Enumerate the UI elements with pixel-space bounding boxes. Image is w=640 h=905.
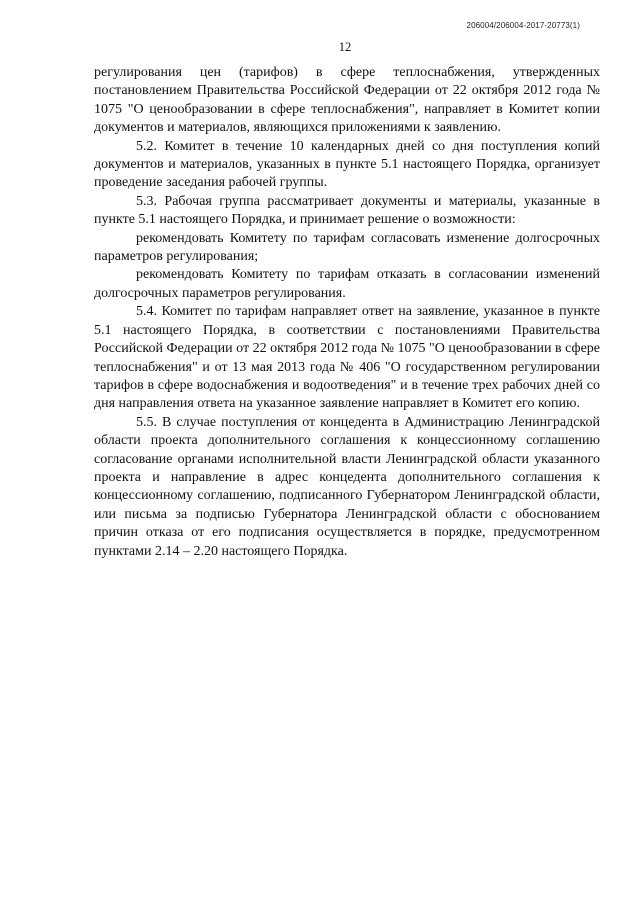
document-code: 206004/206004-2017-20773(1) (466, 21, 580, 30)
paragraph-5-4: 5.4. Комитет по тарифам направляет ответ на заявление, указанное в пункте 5.1 настоящего Порядка, в соответствии с постановлениями Правительства Российской Федерации от 22 октября 2012 года № 1075 "О ценообразовании в сфере теплоснабжения" и от 13 мая 2013 года № 406 "О государственном регулировании тарифов в сфере водоснабжения и водоотведения" и в течение трех рабочих дней со дня направления ответа на указанное заявление направляет в Комитет его копию. (94, 304, 600, 412)
document-body (94, 64, 600, 561)
paragraph-5-3: 5.3. Рабочая группа рассматривает документы и материалы, указанные в пункте 5.1 настоящего Порядка, и принимает решение о возможности: (94, 193, 600, 228)
page-number: 12 (338, 40, 352, 54)
paragraph-5-2: 5.2. Комитет в течение 10 календарных дней со дня поступления копий документов и материалов, указанных в пункте 5.1 настоящего Порядка, организует проведение заседания рабочей группы. (94, 138, 600, 191)
option-refuse: рекомендовать Комитету по тарифам отказать в согласовании изменений долгосрочных параметров регулирования. (94, 267, 600, 301)
option-approve: рекомендовать Комитету по тарифам согласовать изменение долгосрочных параметров регулирования; (94, 230, 600, 265)
paragraph-5-5: 5.5. В случае поступления от концедента в Администрацию Ленинградской области проекта дополнительного соглашения к концессионному соглашению согласование органами исполнительной власти Ленинградской области указанного проекта и направление в адрес концедента дополнительного соглашения к концессионному соглашению, подписанного Губернатором Ленинградской области, или письма за подписью Губернатора Ленинградской области с обоснованием причин отказа от его подписания осуществляется в порядке, предусмотренном пунктами 2.14 – 2.20 настоящего Порядка. (94, 414, 600, 559)
paragraph-continuation: регулирования цен (тарифов) в сфере теплоснабжения, утвержденных постановлением Правительства Российской Федерации от 22 октября 2012 года № 1075 "О ценообразовании в сфере теплоснабжения", направляет в Комитет копии документов и материалов, являющихся приложениями к заявлению. (94, 65, 600, 136)
